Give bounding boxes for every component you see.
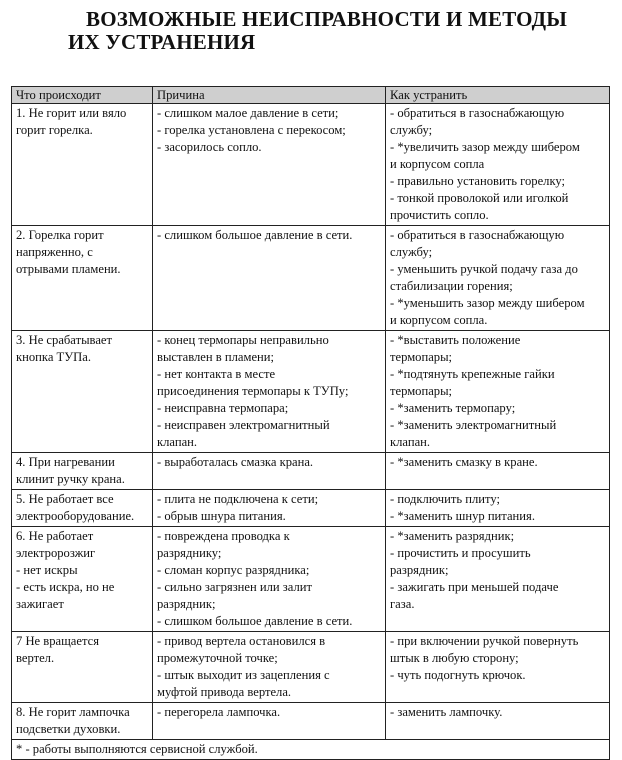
cell-line: выставлен в пламени; [157, 350, 275, 364]
page-title [0, 8, 622, 54]
cell-line: - уменьшить ручкой подачу газа до [390, 262, 578, 276]
cell-line: - слишком большое давление в сети. [157, 228, 353, 242]
cell-line: - нет контакта в месте [157, 367, 276, 381]
problem-cell [12, 490, 153, 527]
cell-line: - неисправен электромагнитный [157, 418, 330, 432]
cell-line: - *увеличить зазор между шибером [390, 140, 580, 154]
cell-line: службу; [390, 245, 433, 259]
cell-line: 7 Не вращается [16, 634, 100, 648]
cell-line: муфтой привода вертела. [157, 685, 292, 699]
cell-line: клинит ручку крана. [16, 472, 125, 486]
cell-line: 8. Не горит лампочка [16, 705, 130, 719]
problem-cell [12, 632, 153, 703]
cause-cell [153, 703, 386, 740]
fix-cell [386, 331, 610, 453]
cell-line: - обратиться в газоснабжающую [390, 106, 565, 120]
cell-line: отрывами пламени. [16, 262, 121, 276]
problem-cell [12, 527, 153, 632]
cell-line: - *заменить электромагнитный [390, 418, 557, 432]
cell-line: - зажигать при меньшей подаче [390, 580, 559, 594]
cell-line: газа. [390, 597, 415, 611]
cell-line: - засорилось сопло. [157, 140, 262, 154]
cell-line: зажигает [16, 597, 64, 611]
cell-line: - перегорела лампочка. [157, 705, 281, 719]
cell-line: - *заменить смазку в кране. [390, 455, 538, 469]
cell-line: штык в любую сторону; [390, 651, 519, 665]
cell-line: присоединения термопары к ТУПу; [157, 384, 349, 398]
cell-line: - *заменить разрядник; [390, 529, 515, 543]
cause-cell [153, 632, 386, 703]
cell-line: термопары; [390, 384, 453, 398]
table-row [12, 490, 610, 527]
fix-cell [386, 490, 610, 527]
table-row [12, 527, 610, 632]
cell-line: - *подтянуть крепежные гайки [390, 367, 555, 381]
cell-line: промежуточной точке; [157, 651, 278, 665]
cell-line: - штык выходит из зацепления с [157, 668, 330, 682]
cell-line: кнопка ТУПа. [16, 350, 92, 364]
cell-line: и корпусом сопла [390, 157, 485, 171]
table-header [12, 87, 610, 104]
cause-cell [153, 104, 386, 226]
cell-line: 6. Не работает [16, 529, 94, 543]
cause-cell [153, 527, 386, 632]
problem-cell [12, 331, 153, 453]
table-body [12, 104, 610, 740]
cell-line: подсветки духовки. [16, 722, 121, 736]
problem-cell [12, 226, 153, 331]
title-line-1: ВОЗМОЖНЫЕ НЕИСПРАВНОСТИ И МЕТОДЫ [86, 7, 568, 31]
cell-line: разряднику; [157, 546, 222, 560]
header-row [12, 87, 610, 104]
header-fix: Как устранить [386, 87, 610, 104]
header-problem: Что происходит [12, 87, 153, 104]
cell-line: 3. Не срабатывает [16, 333, 113, 347]
cell-line: и корпусом сопла. [390, 313, 488, 327]
table-row [12, 226, 610, 331]
fix-cell [386, 226, 610, 331]
cell-line: - привод вертела остановился в [157, 634, 326, 648]
fix-cell [386, 632, 610, 703]
cell-line: - выработалась смазка крана. [157, 455, 314, 469]
cell-line: службу; [390, 123, 433, 137]
cell-line: 4. При нагревании [16, 455, 115, 469]
footnote: * - работы выполняются сервисной службой. [12, 740, 610, 760]
cell-line: клапан. [157, 435, 198, 449]
header-cause: Причина [153, 87, 386, 104]
cell-line: электрооборудование. [16, 509, 135, 523]
cell-line: - обратиться в газоснабжающую [390, 228, 565, 242]
problem-cell [12, 453, 153, 490]
cell-line: - подключить плиту; [390, 492, 500, 506]
cell-line: 1. Не горит или вяло [16, 106, 127, 120]
cell-line: - горелка установлена с перекосом; [157, 123, 346, 137]
cause-cell [153, 453, 386, 490]
title-line-2: ИХ УСТРАНЕНИЯ [68, 30, 256, 54]
cell-line: - правильно установить горелку; [390, 174, 566, 188]
cell-line: клапан. [390, 435, 431, 449]
cell-line: - *заменить термопару; [390, 401, 516, 415]
cell-line: - при включении ручкой повернуть [390, 634, 579, 648]
cell-line: - повреждена проводка к [157, 529, 290, 543]
cell-line: разрядник; [157, 597, 216, 611]
cell-line: 5. Не работает все [16, 492, 114, 506]
cell-line: электророзжиг [16, 546, 96, 560]
cell-line: горит горелка. [16, 123, 93, 137]
cell-line: - нет искры [16, 563, 78, 577]
cell-line: - *выставить положение [390, 333, 521, 347]
cell-line: - обрыв шнура питания. [157, 509, 286, 523]
cell-line: - есть искра, но не [16, 580, 115, 594]
table-row [12, 703, 610, 740]
cause-cell [153, 331, 386, 453]
cause-cell [153, 490, 386, 527]
cause-cell [153, 226, 386, 331]
fix-cell [386, 703, 610, 740]
fix-cell [386, 453, 610, 490]
table-row [12, 632, 610, 703]
cell-line: - сломан корпус разрядника; [157, 563, 310, 577]
troubleshooting-table [11, 86, 610, 760]
cell-line: - слишком малое давление в сети; [157, 106, 339, 120]
cell-line: - чуть подогнуть крючок. [390, 668, 526, 682]
cell-line: стабилизации горения; [390, 279, 513, 293]
cell-line: 2. Горелка горит [16, 228, 104, 242]
problem-cell [12, 104, 153, 226]
cell-line: - неисправна термопара; [157, 401, 289, 415]
cell-line: - конец термопары неправильно [157, 333, 329, 347]
cell-line: разрядник; [390, 563, 449, 577]
cell-line: - заменить лампочку. [390, 705, 503, 719]
cell-line: - прочистить и просушить [390, 546, 531, 560]
cell-line: - *заменить шнур питания. [390, 509, 535, 523]
table-row [12, 453, 610, 490]
fix-cell [386, 104, 610, 226]
cell-line: термопары; [390, 350, 453, 364]
fix-cell [386, 527, 610, 632]
table-row [12, 104, 610, 226]
cell-line: - слишком большое давление в сети. [157, 614, 353, 628]
table-row [12, 331, 610, 453]
cell-line: - тонкой проволокой или иголкой [390, 191, 569, 205]
footnote-row [12, 740, 610, 760]
cell-line: вертел. [16, 651, 55, 665]
problem-cell [12, 703, 153, 740]
cell-line: - плита не подключена к сети; [157, 492, 319, 506]
cell-line: - сильно загрязнен или залит [157, 580, 313, 594]
cell-line: прочистить сопло. [390, 208, 489, 222]
cell-line: - *уменьшить зазор между шибером [390, 296, 585, 310]
cell-line: напряженно, с [16, 245, 93, 259]
